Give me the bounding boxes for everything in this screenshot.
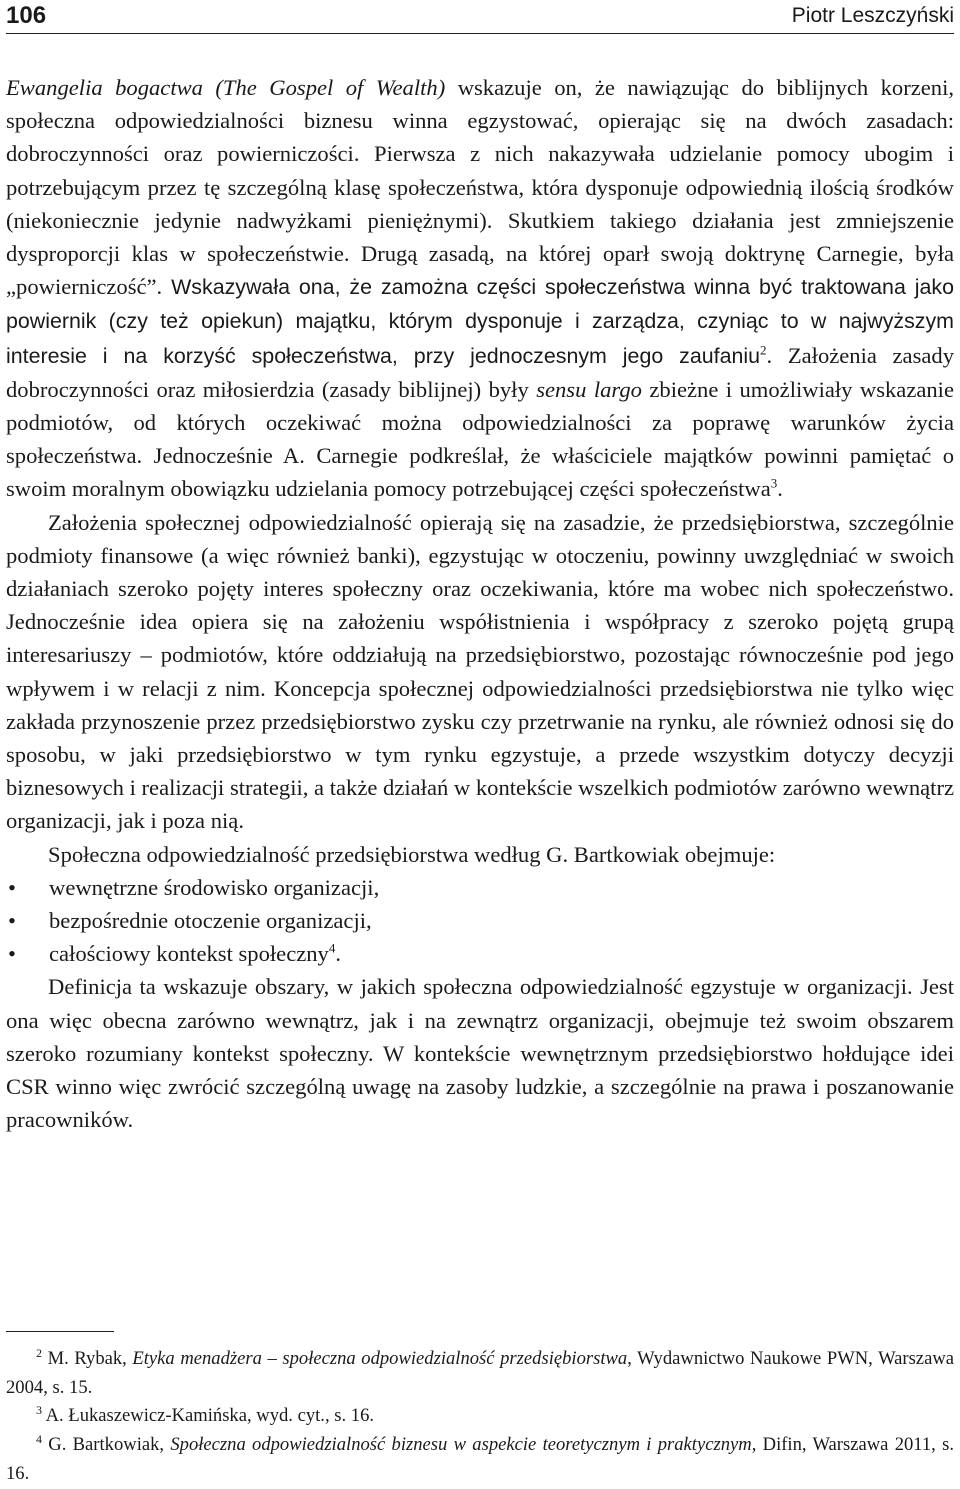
list-item-text: wewnętrzne środowisko organizacji, bbox=[49, 874, 380, 900]
footnote-ref[interactable]: 3 bbox=[770, 475, 778, 491]
footnote-ref[interactable]: 2 bbox=[760, 342, 767, 358]
list-item bbox=[6, 871, 954, 904]
bullet-icon: • bbox=[8, 908, 16, 934]
footnote-publication: , Difin, Warszawa 2011, s. 16. bbox=[6, 1434, 955, 1484]
list-item-text: całościowy kontekst społeczny bbox=[49, 941, 329, 967]
footnote-number: 2 bbox=[36, 1345, 42, 1360]
footnote-publication: , Wydawnictwo Naukowe PWN, Warszawa 2004, s. 15. bbox=[6, 1348, 954, 1398]
book-title: Ewangelia bogactwa (The Gospel of Wealth) bbox=[6, 75, 446, 100]
footnotes bbox=[6, 1345, 954, 1489]
footnote bbox=[6, 1402, 954, 1431]
footnote-author: G. Bartkowiak, bbox=[48, 1434, 171, 1456]
bullet-icon: • bbox=[8, 874, 16, 900]
footnote-ref[interactable]: 4 bbox=[328, 940, 336, 956]
footnote-author: M. Rybak, bbox=[47, 1348, 133, 1369]
list-item-punct: . bbox=[335, 941, 341, 967]
paragraph-text: zbieżne i umożliwiały wskazanie podmiotów, od których oczekiwać można odpowiedzialności za poprawę warunków życia społeczeństwa. Jednocześnie A. Carnegie podkreślał, że właściciele majątków powinni pamiętać o swoim moralnym obowiązku udzielania pomocy potrzebującej części społeczeństwa bbox=[6, 376, 954, 502]
footnote bbox=[6, 1431, 954, 1488]
footnote-number: 3 bbox=[36, 1403, 42, 1418]
paragraph-text: wskazuje on, że nawiązując do biblijnych korzeni, społeczna odpowiedzialności biznesu winna egzystować, opierając się na dwóch zasadach: dobroczynności oraz powierniczości. Pierwsza z nich nakazywała udzielanie pomocy ubogim i potrzebującym przez tę szczególną klasę społeczeństwa, która dysponuje odpowiednią ilością środków (niekoniecznie jedynie nadwyżkami pieniężnymi). Skutkiem takiego działania jest zmniejszenie dysproporcji klas w społeczeństwie. Drugą zasadą, na której oparł swoją doktrynę Carnegie, była „powierniczość”. bbox=[6, 75, 955, 300]
list-item bbox=[6, 904, 954, 937]
footnote-title: Etyka menadżera – społeczna odpowiedzialność przedsiębiorstwa bbox=[132, 1348, 628, 1369]
paragraph-gospel-of-wealth bbox=[6, 71, 954, 506]
running-header bbox=[6, 0, 954, 34]
footnote-title: Społeczna odpowiedzialność biznesu w aspekcie teoretycznym i praktycznym bbox=[170, 1434, 752, 1456]
paragraph-text: . bbox=[777, 476, 783, 502]
paragraph-definition: Definicja ta wskazuje obszary, w jakich społeczna odpowiedzialność egzystuje w organizacji. Jest ona więc obecna zarówno wewnątrz, jak i na zewnątrz organizacji, obejmuje też swoim obszarem szeroko rozumiany kontekst społeczny. W kontekście wewnętrznym przedsiębiorstwo hołdujące idei CSR winno więc zwrócić szczególną uwagę na zasoby ludzkie, a szczególnie na prawa i poszanowanie pracowników. bbox=[6, 974, 954, 1133]
paragraph-bartkowiak-intro: Społeczna odpowiedzialność przedsiębiorstwa według G. Bartkowiak obejmuje: bbox=[48, 841, 776, 867]
paragraph-text: . Założenia zasady dobroczynności oraz miłosierdzia (zasady biblijnej) były bbox=[6, 342, 955, 402]
footnote-number: 4 bbox=[36, 1431, 42, 1446]
paragraph-text-sans: Wskazywała ona, że zamożna części społeczeństwa winna być traktowana jako powiernik (czy też opiekun) majątku, którym dysponuje i zarządza, czyniąc to w najwyższym interesie i na korzyść społeczeństwa, przy jednoczesnym jego zaufaniu bbox=[6, 275, 954, 368]
latin-phrase: sensu largo bbox=[536, 376, 642, 402]
running-author: Piotr Leszczyński bbox=[791, 4, 954, 27]
bullet-list bbox=[6, 871, 954, 971]
footnote-divider bbox=[6, 1331, 114, 1332]
bullet-icon: • bbox=[8, 941, 16, 967]
list-item bbox=[6, 937, 954, 970]
footnote bbox=[6, 1345, 954, 1402]
list-item-text: bezpośrednie otoczenie organizacji, bbox=[49, 908, 372, 934]
footnote-author: A. Łukaszewicz-Kamińska, wyd. cyt., s. 16. bbox=[45, 1405, 375, 1427]
page-number: 106 bbox=[6, 2, 47, 29]
paragraph-csr-principles: Założenia społecznej odpowiedzialność opierają się na zasadzie, że przedsiębiorstwa, szczególnie podmioty finansowe (a więc również banki), egzystując w otoczeniu, powinny uwzględniać w swoich działaniach szeroko pojęty interes społeczny oraz oczekiwania, które ma wobec nich społeczeństwo. Jednocześnie idea opiera się na założeniu współistnienia i współpracy z szeroko pojętą grupą interesariuszy – podmiotów, które oddziałują na przedsiębiorstwo, pozostając równocześnie pod jego wpływem i w relacji z nim. Koncepcja społecznej odpowiedzialności przedsiębiorstwa nie tylko więc zakłada przynoszenie przez przedsiębiorstwo zysku czy przetrwanie na rynku, ale również odnosi się do sposobu, w jaki przedsiębiorstwo w tym rynku egzystuje, a przede wszystkim dotyczy decyzji biznesowych i realizacji strategii, a także działań w kontekście wszelkich podmiotów zarówno wewnątrz organizacji, jak i poza nią. bbox=[6, 509, 954, 834]
body-text bbox=[6, 71, 954, 1137]
